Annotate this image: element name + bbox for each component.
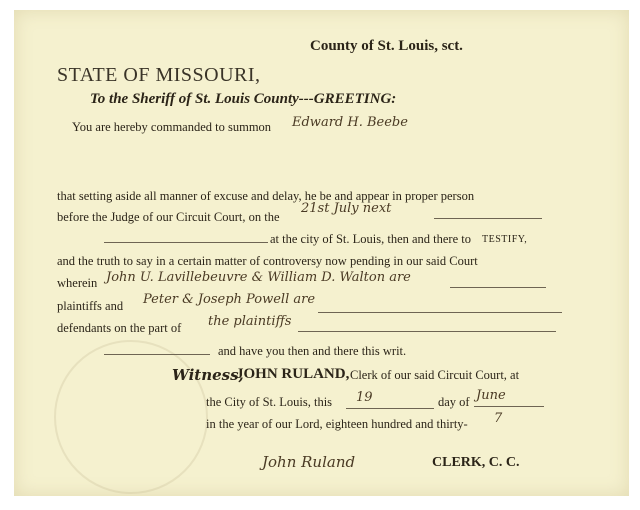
fill-line (474, 406, 544, 407)
summon-name: Edward H. Beebe (292, 115, 408, 130)
defendants-label: defendants on the part of (57, 321, 182, 335)
summon-intro: You are hereby commanded to summon (72, 120, 272, 134)
city-label: the City of St. Louis, this (206, 395, 333, 409)
body-line-1: that setting aside all manner of excuse and delay, he be and appear in proper person (57, 189, 475, 203)
appearance-date: 21st July next (301, 201, 392, 216)
witness-label: Witness, (172, 366, 244, 384)
state-heading: STATE OF MISSOURI, (57, 64, 261, 86)
testify-label: TESTIFY, (482, 234, 528, 245)
body-line-3: at the city of St. Louis, then and there to (270, 232, 471, 246)
fill-line (298, 331, 556, 332)
day-value: 19 (356, 390, 373, 405)
year-value: 7 (494, 411, 503, 426)
defendants-names: Peter & Joseph Powell are (143, 292, 316, 307)
body-line-4: and the truth to say in a certain matter of controversy now pending in our said Court (57, 254, 478, 268)
greeting-line: To the Sheriff of St. Louis County---GREETING: (90, 91, 397, 107)
body-line-8: and have you then and there this writ. (218, 344, 407, 358)
wherein-label: wherein (57, 276, 98, 290)
clerk-title: CLERK, C. C. (432, 455, 520, 470)
fill-line (346, 408, 434, 409)
plaintiffs-label: plaintiffs and (57, 299, 124, 313)
fill-line (104, 354, 210, 355)
plaintiffs-names: John U. Lavillebeuvre & William D. Walton are (106, 270, 411, 285)
fill-line (450, 287, 546, 288)
fill-line (104, 242, 268, 243)
clerk-name: JOHN RULAND, (236, 366, 350, 382)
year-label: in the year of our Lord, eighteen hundred and thirty- (206, 417, 468, 431)
fill-line (318, 312, 562, 313)
witness-rest: Clerk of our said Circuit Court, at (350, 368, 520, 382)
embossed-seal (54, 340, 208, 494)
fill-line (434, 218, 542, 219)
month-value: June (476, 388, 506, 403)
day-label: day of (438, 395, 470, 409)
party-side: the plaintiffs (208, 314, 292, 329)
county-heading: County of St. Louis, sct. (310, 38, 463, 54)
clerk-signature: John Ruland (262, 453, 356, 471)
body-line-2: before the Judge of our Circuit Court, on the (57, 210, 280, 224)
